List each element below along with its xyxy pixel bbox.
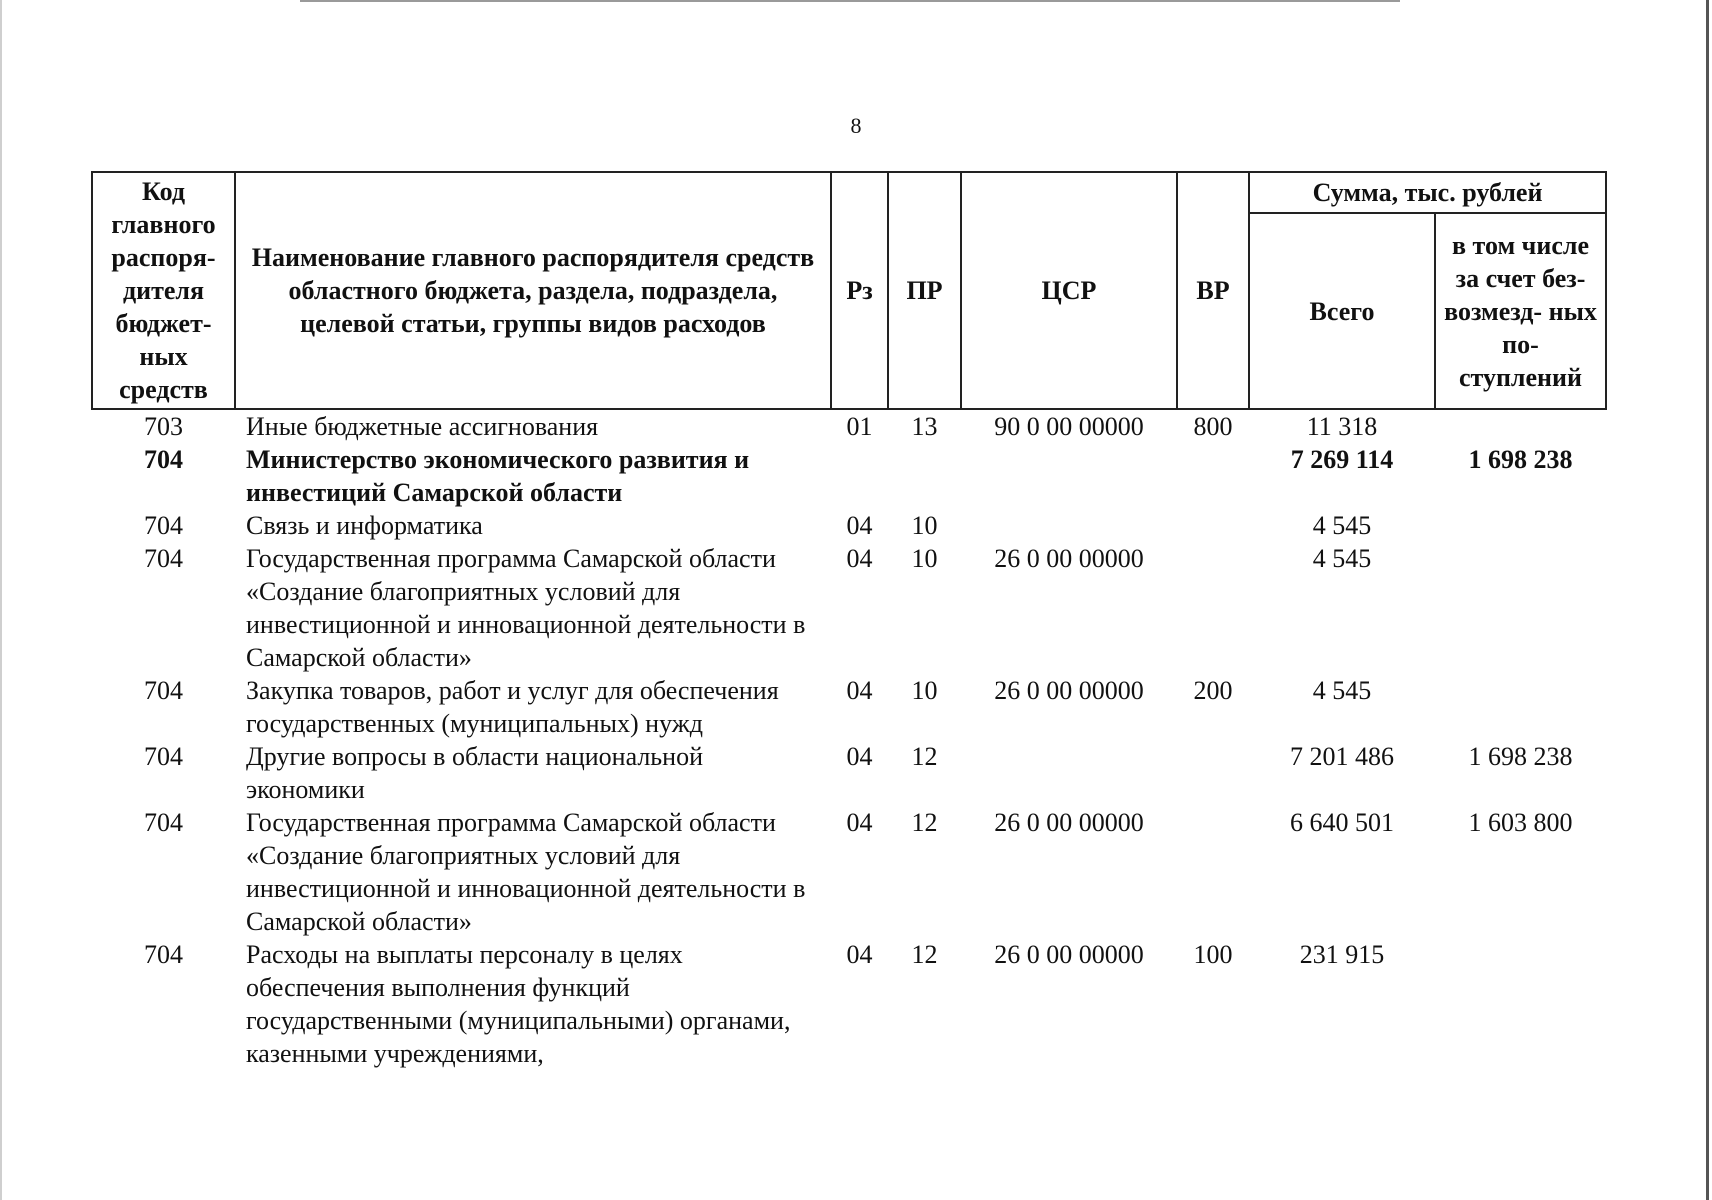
row-pr: 10 xyxy=(911,511,938,540)
table-body xyxy=(92,409,1606,1070)
row-total: 4 545 xyxy=(1312,544,1372,573)
row-rz: 04 xyxy=(846,676,873,705)
row-rz xyxy=(831,443,888,509)
row-csr: 26 0 00 00000 xyxy=(994,544,1144,573)
header-gratis: в том числе за счет без- возмезд- ных по- ступлений xyxy=(1435,213,1606,409)
row-gratis: 1 698 238 xyxy=(1468,445,1573,474)
row-vr xyxy=(1177,443,1249,509)
row-code: 704 xyxy=(144,445,183,474)
row-pr xyxy=(888,443,961,509)
row-gratis: 1 698 238 xyxy=(1468,742,1573,771)
row-total: 4 545 xyxy=(1312,511,1372,540)
row-gratis xyxy=(1435,938,1606,1070)
table-row xyxy=(92,409,1606,443)
row-code: 704 xyxy=(144,742,183,771)
row-gratis xyxy=(1435,509,1606,542)
row-gratis xyxy=(1435,542,1606,674)
row-total: 7 269 114 xyxy=(1290,445,1394,474)
row-vr: 200 xyxy=(1193,676,1233,705)
row-csr xyxy=(961,509,1177,542)
row-vr xyxy=(1177,509,1249,542)
row-name: Государственная программа Самарской области «Создание благоприятных условий для инвестиционной и инновационной деятельности в Самарской области» xyxy=(246,544,806,672)
row-code: 704 xyxy=(144,511,183,540)
row-rz: 04 xyxy=(846,511,873,540)
row-vr: 100 xyxy=(1193,940,1233,969)
row-name: Государственная программа Самарской области «Создание благоприятных условий для инвестиционной и инновационной деятельности в Самарской области» xyxy=(246,808,806,936)
header-sum-group: Сумма, тыс. рублей xyxy=(1249,172,1606,213)
row-csr: 26 0 00 00000 xyxy=(994,676,1144,705)
row-code: 704 xyxy=(144,940,183,969)
row-csr xyxy=(961,740,1177,806)
row-rz: 01 xyxy=(846,412,873,441)
row-csr xyxy=(961,443,1177,509)
header-csr: ЦСР xyxy=(961,172,1177,409)
row-total: 231 915 xyxy=(1299,940,1385,969)
row-vr xyxy=(1177,806,1249,938)
page-number: 8 xyxy=(850,113,862,138)
row-rz: 04 xyxy=(846,544,873,573)
row-rz: 04 xyxy=(846,940,873,969)
table-row xyxy=(92,674,1606,740)
header-total: Всего xyxy=(1249,213,1435,409)
row-total: 7 201 486 xyxy=(1290,742,1394,771)
row-name: Иные бюджетные ассигнования xyxy=(246,412,599,441)
row-rz: 04 xyxy=(846,742,873,771)
row-csr: 90 0 00 00000 xyxy=(994,412,1144,441)
header-rz: Рз xyxy=(831,172,888,409)
row-gratis xyxy=(1435,674,1606,740)
row-total: 4 545 xyxy=(1312,676,1372,705)
table-row xyxy=(92,443,1606,509)
row-name: Связь и информатика xyxy=(246,511,483,540)
scan-border-right xyxy=(1706,0,1709,1200)
header-name: Наименование главного распорядителя средств областного бюджета, раздела, подраздела, целевой статьи, группы видов расходов xyxy=(235,172,831,409)
table-row xyxy=(92,542,1606,674)
row-pr: 12 xyxy=(911,808,938,837)
row-csr: 26 0 00 00000 xyxy=(994,940,1144,969)
table-row xyxy=(92,740,1606,806)
table-row xyxy=(92,806,1606,938)
row-total: 11 318 xyxy=(1306,412,1378,441)
row-name: Другие вопросы в области национальной экономики xyxy=(246,742,703,804)
row-csr: 26 0 00 00000 xyxy=(994,808,1144,837)
row-code: 704 xyxy=(144,676,183,705)
row-vr xyxy=(1177,740,1249,806)
row-code: 704 xyxy=(144,808,183,837)
row-pr: 13 xyxy=(911,412,938,441)
table-row xyxy=(92,509,1606,542)
row-pr: 12 xyxy=(911,742,938,771)
scan-border-top xyxy=(300,0,1400,2)
budget-table xyxy=(91,171,1607,1070)
row-rz: 04 xyxy=(846,808,873,837)
row-name: Расходы на выплаты персоналу в целях обеспечения выполнения функций государственными (муниципальными) органами, казенными учреждениями, xyxy=(246,940,791,1068)
row-name: Закупка товаров, работ и услуг для обеспечения государственных (муниципальных) нужд xyxy=(246,676,779,738)
row-gratis xyxy=(1435,409,1606,443)
row-vr xyxy=(1177,542,1249,674)
header-vr: ВР xyxy=(1177,172,1249,409)
table-header xyxy=(92,172,1606,409)
row-vr: 800 xyxy=(1193,412,1233,441)
row-pr: 12 xyxy=(911,940,938,969)
row-total: 6 640 501 xyxy=(1290,808,1394,837)
table-row xyxy=(92,938,1606,1070)
row-pr: 10 xyxy=(911,544,938,573)
row-code: 703 xyxy=(144,412,183,441)
row-pr: 10 xyxy=(911,676,938,705)
row-code: 704 xyxy=(144,544,183,573)
header-pr: ПР xyxy=(888,172,961,409)
header-code: Код главного распоря- дителя бюджет- ных средств xyxy=(92,172,235,409)
row-name: Министерство экономического развития и инвестиций Самарской области xyxy=(246,445,750,507)
scan-border-left xyxy=(0,0,2,1200)
row-gratis: 1 603 800 xyxy=(1468,808,1573,837)
